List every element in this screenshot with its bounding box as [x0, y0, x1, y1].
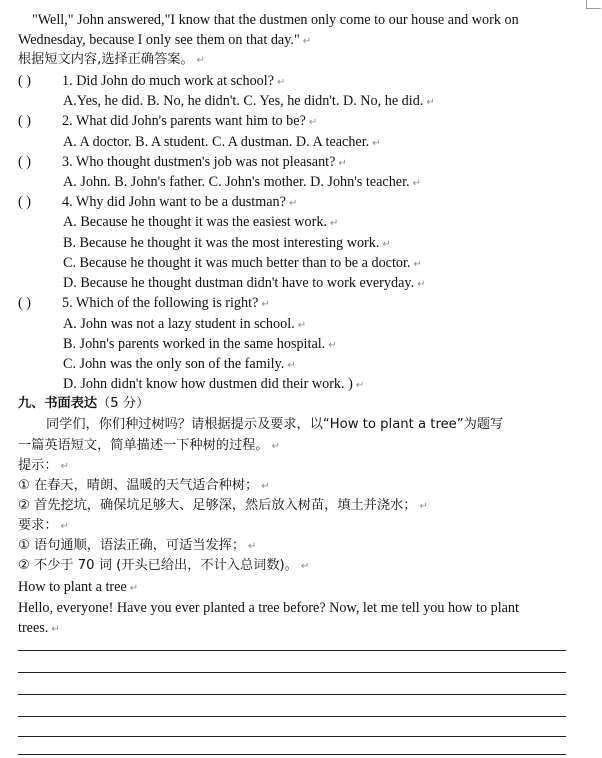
writing-line[interactable]	[18, 672, 566, 673]
hint-item: ① 在春天，晴朗、温暖的天气适合种树； ↵	[18, 478, 270, 493]
question-4: ( ) 4. Why did John want to be a dustman? ↵	[18, 194, 298, 210]
instruction: 根据短文内容,选择正确答案。 ↵	[18, 52, 206, 67]
question-5-option-c: C. John was the only son of the family. ↵	[63, 356, 296, 372]
requirement-item: ② 不少于 70 词 (开头已给出，不计入总词数)。 ↵	[18, 558, 310, 573]
question-3-options: A. John. B. John's father. C. John's mother. D. John's teacher. ↵	[63, 174, 421, 190]
passage-line: "Well," John answered,"I know that the dustmen only come to our house and work on	[32, 12, 519, 28]
section-9-heading: 九、书面表达（5 分）	[18, 396, 150, 411]
question-2-options: A. A doctor. B. A student. C. A dustman. D. A teacher. ↵	[63, 134, 381, 150]
hint-item: ② 首先挖坑，确保坑足够大、足够深，然后放入树苗，填土并浇水； ↵	[18, 498, 428, 513]
essay-title: How to plant a tree ↵	[18, 579, 139, 595]
question-5-option-d: D. John didn't know how dustmen did their work. ) ↵	[63, 376, 365, 392]
essay-opening: trees. ↵	[18, 620, 60, 636]
writing-line[interactable]	[18, 736, 566, 737]
question-4-option-d: D. Because he thought dustman didn't have to work everyday. ↵	[63, 275, 426, 291]
question-3: ( ) 3. Who thought dustmen's job was not pleasant? ↵	[18, 154, 347, 170]
section-9-intro: 一篇英语短文，简单描述一下种树的过程。 ↵	[18, 438, 280, 453]
question-4-option-a: A. Because he thought it was the easiest work. ↵	[63, 214, 339, 230]
question-4-option-c: C. Because he thought it was much better than to be a doctor. ↵	[63, 255, 422, 271]
passage-line: Wednesday, because I only see them on that day." ↵	[18, 32, 312, 48]
essay-opening: Hello, everyone! Have you ever planted a tree before? Now, let me tell you how to plant	[18, 600, 519, 616]
question-5: ( ) 5. Which of the following is right? ↵	[18, 295, 270, 311]
section-9-intro: 同学们，你们种过树吗？请根据提示及要求，以“How to plant a tree”为题写	[46, 417, 504, 432]
question-5-option-a: A. John was not a lazy student in school. ↵	[63, 316, 307, 332]
page-corner-mark	[586, 0, 601, 9]
question-4-option-b: B. Because he thought it was the most interesting work. ↵	[63, 235, 391, 251]
question-1-options: A.Yes, he did. B. No, he didn't. C. Yes, he didn't. D. No, he did. ↵	[63, 93, 435, 109]
writing-line[interactable]	[18, 650, 566, 651]
question-2: ( ) 2. What did John's parents want him to be? ↵	[18, 113, 318, 129]
requirements-label: 要求： ↵	[18, 518, 69, 533]
hints-label: 提示： ↵	[18, 458, 69, 473]
writing-line[interactable]	[18, 754, 566, 755]
question-5-option-b: B. John's parents worked in the same hospital. ↵	[63, 336, 337, 352]
requirement-item: ① 语句通顺，语法正确，可适当发挥； ↵	[18, 538, 257, 553]
writing-line[interactable]	[18, 694, 566, 695]
question-1: ( ) 1. Did John do much work at school? ↵	[18, 73, 286, 89]
writing-line[interactable]	[18, 716, 566, 717]
